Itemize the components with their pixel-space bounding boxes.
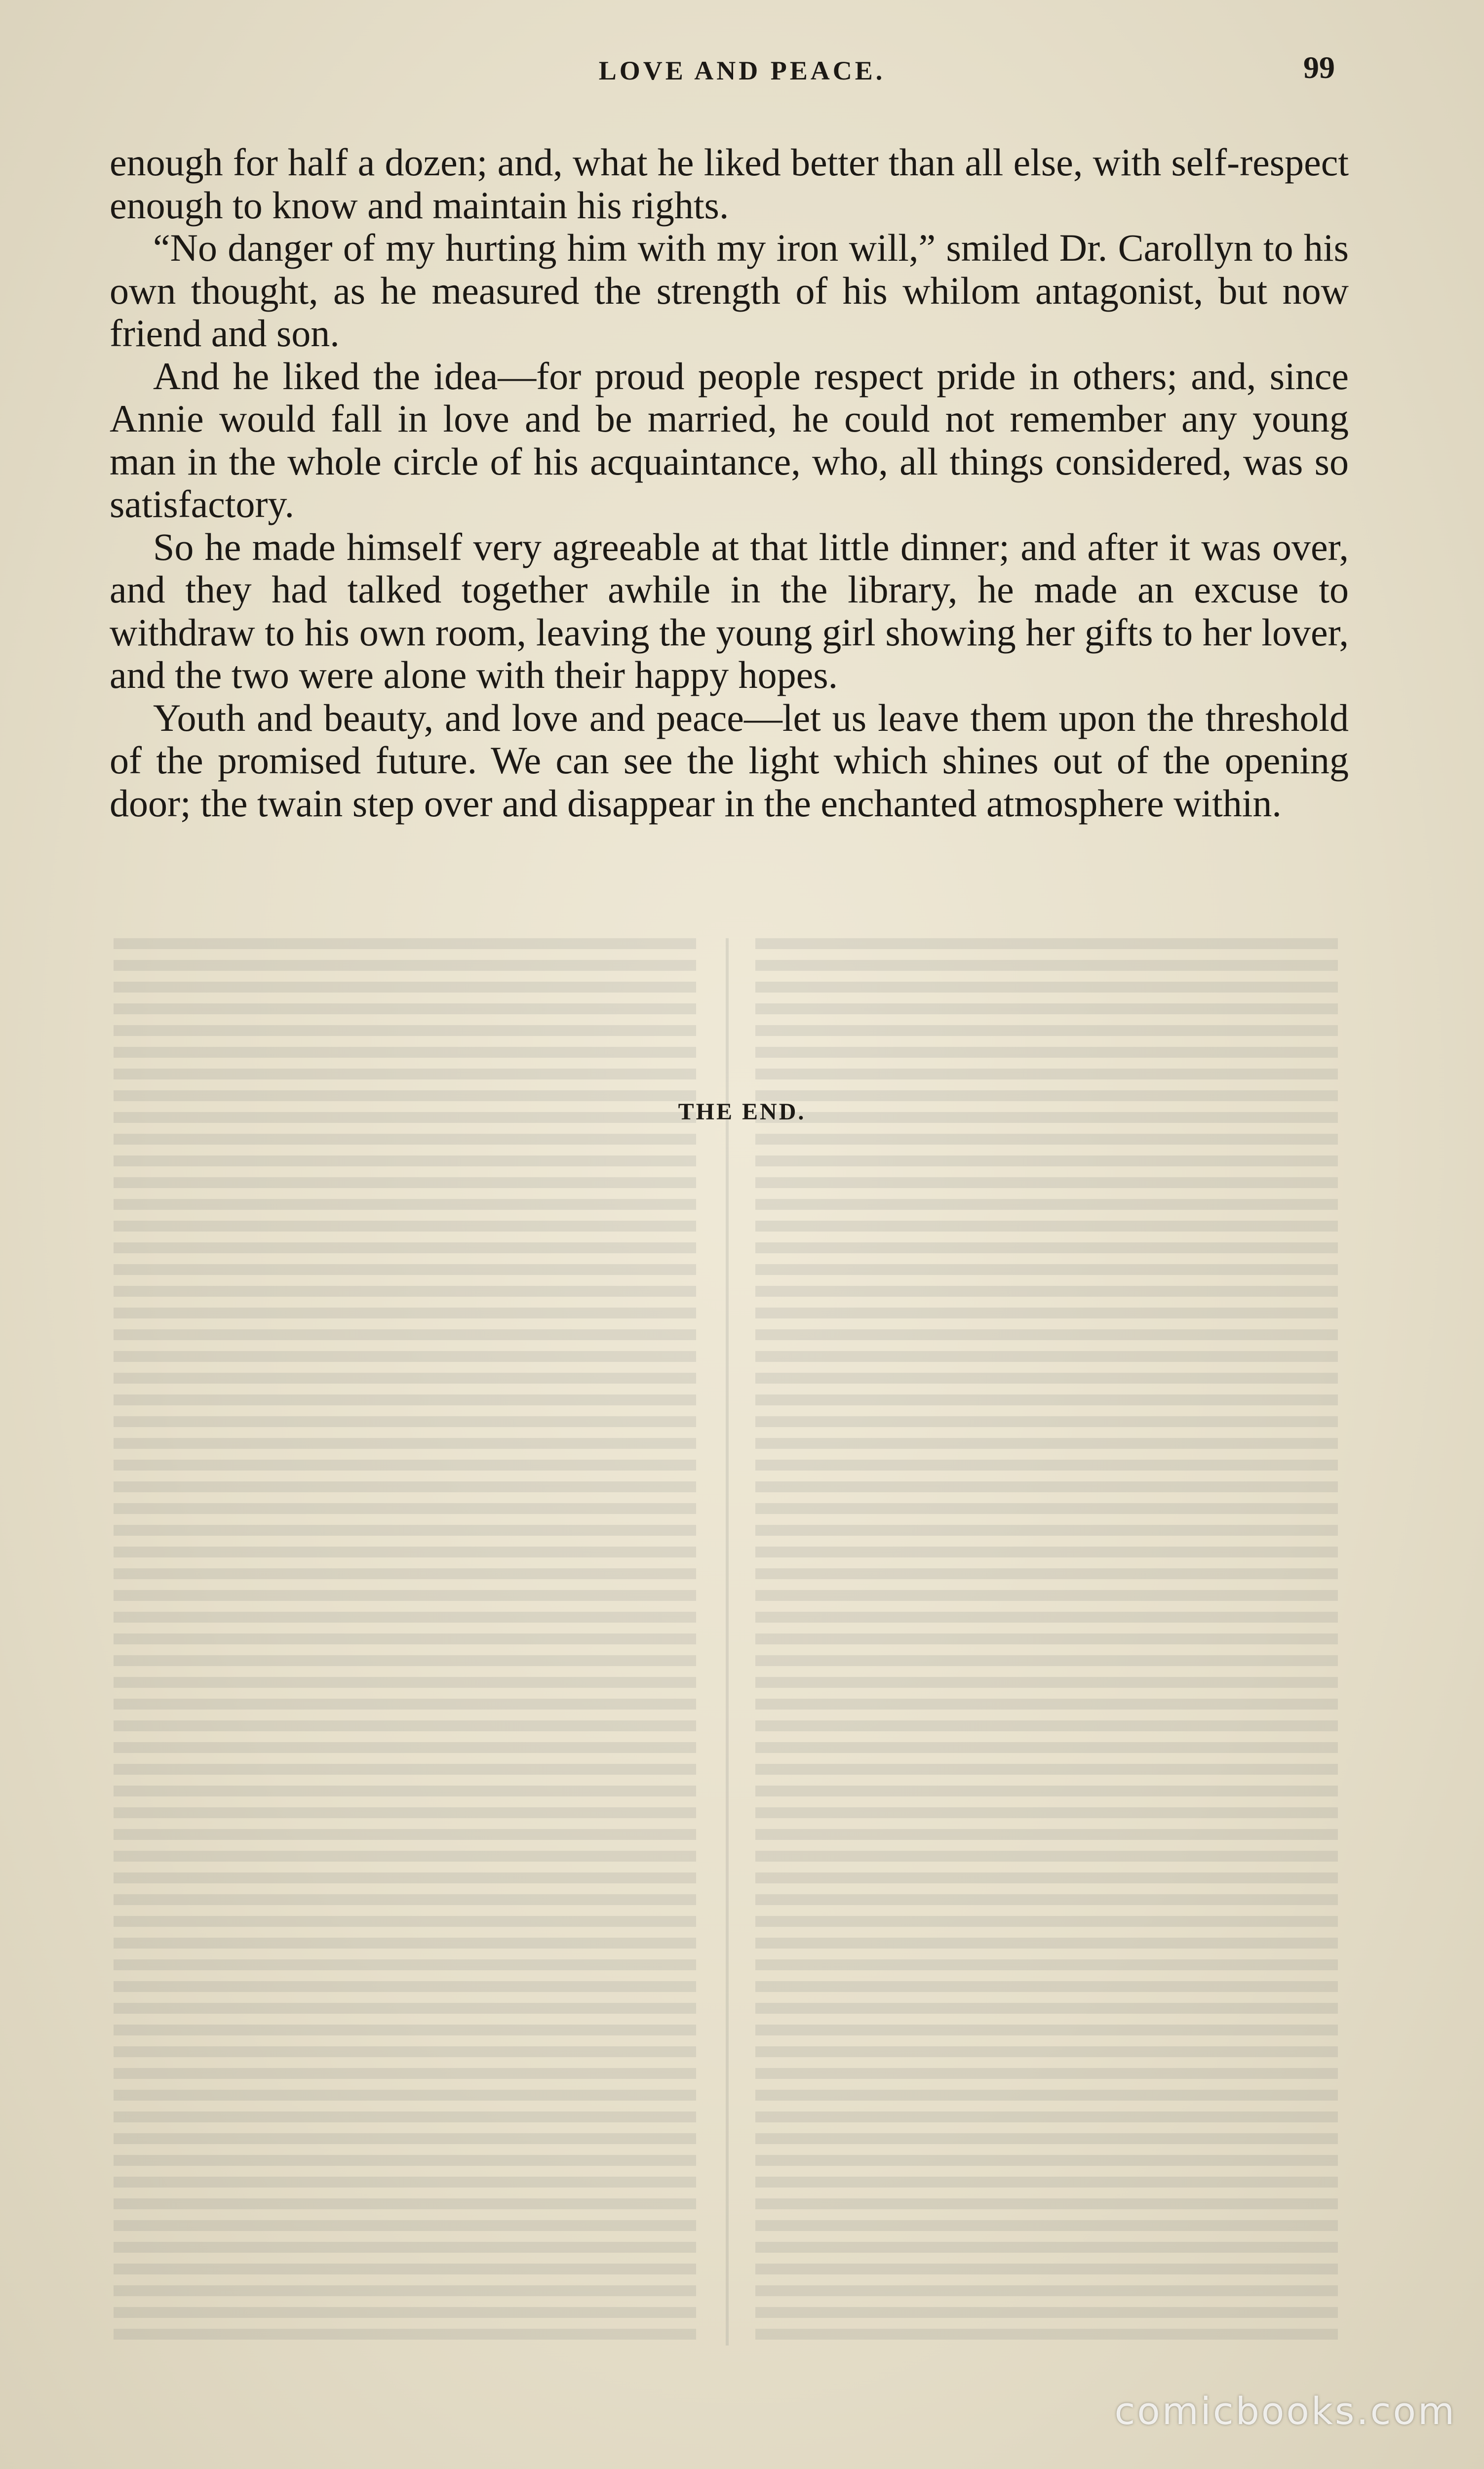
paragraph-1: enough for half a dozen; and, what he liked better than all else, with self-respect enough to know and maintain his rights. [110, 141, 1349, 227]
bleed-column-left [114, 938, 696, 2346]
bleed-column-right [755, 938, 1338, 2346]
paragraph-5: Youth and beauty, and love and peace—let us leave them upon the threshold of the promised future. We can see the light which shines out of the opening door; the twain step over and disappear in the enchanted atmosphere within. [110, 696, 1349, 825]
page-number: 99 [1303, 50, 1335, 85]
bleed-column-divider [726, 938, 729, 2346]
paragraph-3: And he liked the idea—for proud people respect pride in others; and, since Annie would fall in love and be married, he could not remember any young man in the whole circle of his acquaintance, who, all things considered, was so satisfactory. [110, 354, 1349, 525]
body-text [110, 141, 1349, 825]
the-end-mark: THE END. [678, 1099, 806, 1125]
reverse-page-bleed-through [114, 938, 1348, 2346]
running-head: LOVE AND PEACE. [598, 56, 886, 85]
site-watermark: comicbooks.com [1114, 2389, 1456, 2433]
paragraph-2: “No danger of my hurting him with my iron will,” smiled Dr. Carollyn to his own thought, as he measured the strength of his whilom antagonist, but now friend and son. [110, 226, 1349, 355]
paragraph-4: So he made himself very agreeable at that little dinner; and after it was over, and they had talked together awhile in the library, he made an excuse to withdraw to his own room, leaving the young girl showing her gifts to her lover, and the two were alone with their happy hopes. [110, 525, 1349, 696]
